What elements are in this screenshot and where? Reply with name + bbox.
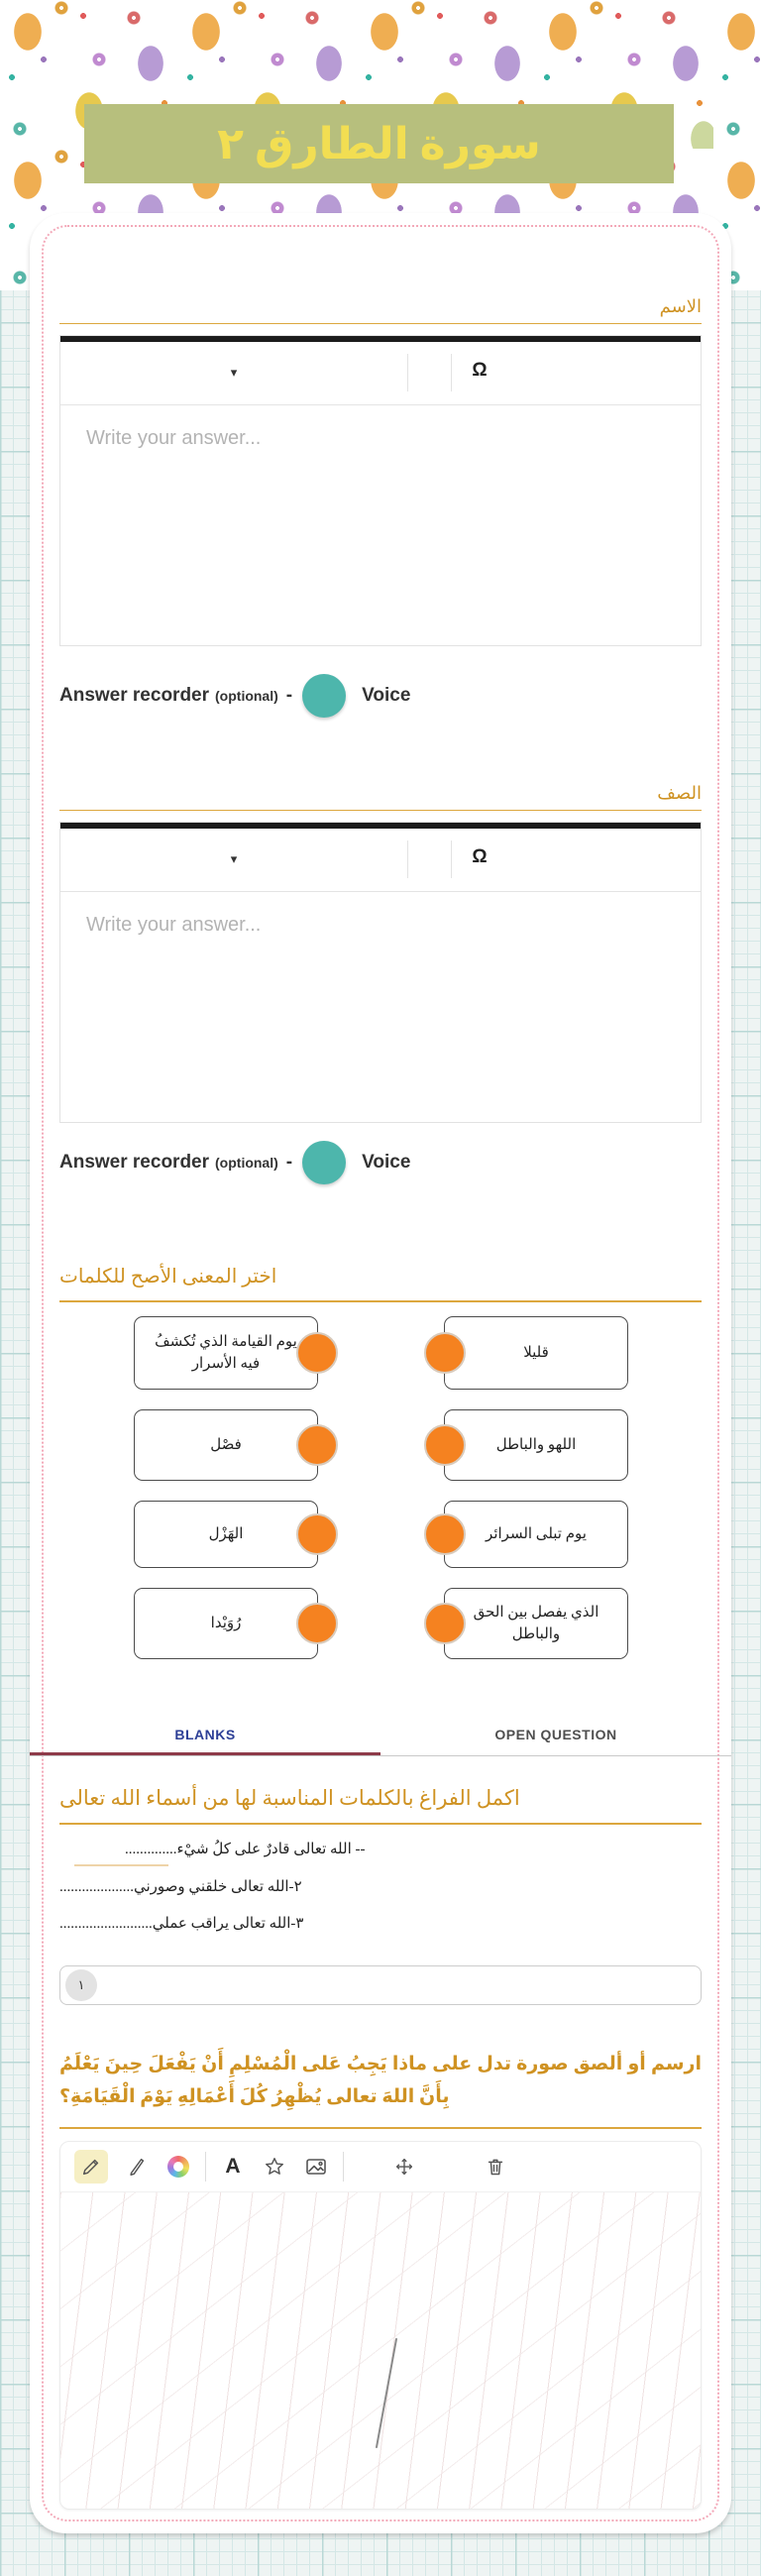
gold-divider: [59, 323, 702, 324]
grade-answer-recorder: [59, 1141, 702, 1184]
grade-answer-textarea[interactable]: [60, 891, 701, 1122]
match-connector-dot[interactable]: [296, 1513, 338, 1555]
toolbar-divider: [407, 354, 408, 392]
drawing-question-heading: ارسم أو ألصق صورة تدل على ماذا يَجِبُ عَلى الْمُسْلِمِ أَنْ يَفْعَلَ حِينَ يَعْلَمُ بِأَنَّ اللهَ تعالى يُظْهِرُ كُلَ أَعْمَالِهِ يَوْمَ الْقَيَامَةِ؟: [59, 2054, 702, 2107]
pen-tool-icon[interactable]: [120, 2150, 154, 2184]
blank-sentence-2: ٢-الله تعالى خلقني وصورني....................: [59, 1878, 302, 1895]
matching-row: [59, 1316, 702, 1390]
blank-answer-line[interactable]: [74, 1864, 168, 1866]
text-tool-icon[interactable]: A: [216, 2150, 250, 2184]
answer-number-badge: ١: [65, 1969, 97, 2001]
name-question-label: الاسم: [659, 296, 702, 316]
drawn-stroke: [358, 2321, 417, 2460]
drawing-toolbar: [60, 2142, 701, 2191]
pencil-tool-icon[interactable]: [74, 2150, 108, 2184]
format-dropdown-caret-icon[interactable]: ▾: [221, 846, 247, 872]
match-option-left[interactable]: رُوَيْدا: [134, 1588, 318, 1659]
voice-label: Voice: [362, 685, 411, 706]
gold-divider: [59, 1823, 702, 1825]
worksheet-title-banner: سورة الطارق ٢: [84, 104, 674, 183]
gold-divider: [59, 810, 702, 811]
name-rich-text-editor: [59, 335, 702, 646]
name-answer-textarea[interactable]: [60, 404, 701, 645]
blanks-answer-input[interactable]: [59, 1965, 702, 2005]
drawing-canvas[interactable]: [60, 2191, 701, 2509]
toolbar-divider: [451, 840, 452, 878]
gold-divider: [59, 1300, 702, 1302]
match-option-right[interactable]: الذي يفصل بين الحق والباطل: [444, 1588, 628, 1659]
toolbar-divider: [451, 354, 452, 392]
match-connector-dot[interactable]: [296, 1424, 338, 1466]
match-connector-dot[interactable]: [424, 1332, 466, 1374]
recorder-dash: -: [285, 1152, 293, 1173]
drawing-widget: [59, 2141, 702, 2510]
move-tool-icon[interactable]: [387, 2150, 421, 2184]
toolbar-divider: [205, 2152, 206, 2182]
match-option-left[interactable]: فصْل: [134, 1409, 318, 1481]
insert-image-icon[interactable]: [299, 2150, 333, 2184]
recorder-dash: -: [285, 685, 293, 706]
voice-record-button[interactable]: [302, 674, 346, 718]
voice-record-button[interactable]: [302, 1141, 346, 1184]
match-option-right[interactable]: اللهو والباطل: [444, 1409, 628, 1481]
matching-row: [59, 1588, 702, 1659]
match-connector-dot[interactable]: [424, 1603, 466, 1644]
special-characters-omega-icon[interactable]: Ω: [465, 356, 494, 386]
match-option-right[interactable]: يوم تبلى السرائر: [444, 1501, 628, 1568]
blank-sentence-3: ٣-الله تعالى يراقب عملي.........................: [59, 1916, 304, 1933]
special-characters-omega-icon[interactable]: Ω: [465, 842, 494, 872]
matching-row: [59, 1409, 702, 1481]
answer-recorder-label: Answer recorder: [59, 1152, 210, 1173]
match-connector-dot[interactable]: [424, 1424, 466, 1466]
match-option-left[interactable]: يوم القيامة الذي تُكشفُ فيه الأسرار: [134, 1316, 318, 1390]
star-sticker-icon[interactable]: [258, 2150, 291, 2184]
worksheet-card: [30, 213, 731, 2533]
matching-question-heading: اختر المعنى الأصح للكلمات: [59, 1266, 277, 1288]
format-dropdown-caret-icon[interactable]: ▾: [221, 360, 247, 386]
name-answer-recorder: [59, 674, 702, 718]
match-option-right[interactable]: قليلا: [444, 1316, 628, 1390]
match-connector-dot[interactable]: [296, 1332, 338, 1374]
blank-sentence-1: -- الله تعالى قادرٌ على كلُ شيْء..............: [125, 1841, 366, 1857]
trash-icon[interactable]: [479, 2150, 512, 2184]
tab-blanks[interactable]: BLANKS: [30, 1715, 380, 1755]
toolbar-divider: [343, 2152, 344, 2182]
optional-label: (optional): [215, 1155, 278, 1171]
grade-rich-text-editor: [59, 822, 702, 1123]
question-type-tabs: [30, 1715, 731, 1756]
matching-row: [59, 1501, 702, 1568]
match-option-left[interactable]: الهَزْل: [134, 1501, 318, 1568]
blanks-question-heading: اكمل الفراغ بالكلمات المناسبة لها من أسماء الله تعالى: [59, 1786, 520, 1810]
tab-open-question[interactable]: OPEN QUESTION: [494, 1727, 617, 1742]
gold-divider: [59, 2127, 702, 2129]
answer-recorder-label: Answer recorder: [59, 685, 210, 706]
editor-toolbar: [60, 829, 701, 891]
match-connector-dot[interactable]: [424, 1513, 466, 1555]
toolbar-divider: [407, 840, 408, 878]
grade-question-label: الصف: [657, 783, 702, 803]
voice-label: Voice: [362, 1152, 411, 1173]
match-connector-dot[interactable]: [296, 1603, 338, 1644]
optional-label: (optional): [215, 688, 278, 704]
editor-toolbar: [60, 342, 701, 404]
color-wheel-icon[interactable]: [162, 2150, 195, 2184]
matching-pairs: [59, 1316, 702, 1659]
